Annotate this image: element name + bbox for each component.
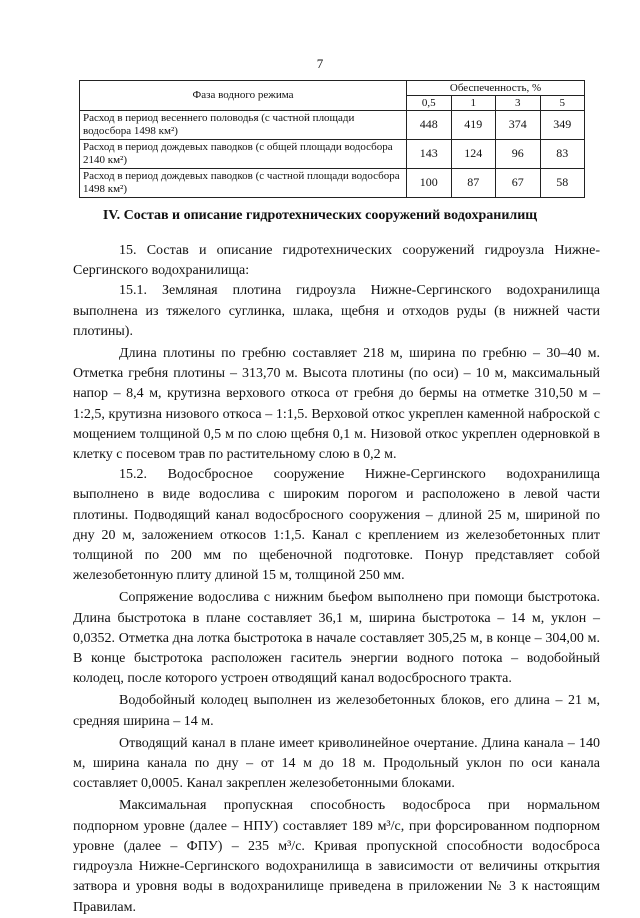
table-cell: 87 (451, 169, 495, 198)
table-row (80, 169, 585, 198)
table-cell: 143 (407, 140, 451, 169)
table-cell: 83 (540, 140, 585, 169)
row-label: Расход в период дождевых паводков (с общей площади водосбора 2140 км²) (80, 140, 407, 169)
paragraph: 15.1. Земляная плотина гидроузла Нижне-Сергинского водохранилища выполнена из тяжелого суглинка, шлака, щебня и отходов руды (в нижней части плотины). (73, 283, 600, 339)
table-cell: 96 (496, 140, 540, 169)
probability-value: 5 (540, 96, 585, 111)
table-cell: 58 (540, 169, 585, 198)
table-cell: 67 (496, 169, 540, 198)
page-number: 7 (316, 56, 324, 71)
probability-value: 0,5 (407, 96, 451, 111)
table-cell: 349 (540, 111, 585, 140)
table-cell: 448 (407, 111, 451, 140)
table-row (80, 140, 585, 169)
paragraph: Максимальная пропускная способность водосброса при нормальном подпорном уровне (далее – НПУ) составляет 189 м³/с, при форсированном подпорном уровне (далее – ФПУ) – 235 м³/с. Кривая пропускной способности водосброса гидроузла Нижне-Сергинского водохранилища в зависимости от величины открытия затвора и уровня воды в водохранилище приведена в приложении № 3 к настоящим Правилам. (73, 798, 600, 915)
probability-value: 3 (496, 96, 540, 111)
table-row (80, 111, 585, 140)
paragraph: Длина плотины по гребню составляет 218 м, ширина по гребню – 30–40 м. Отметка гребня плотины – 313,70 м. Высота плотины (по оси) – 10 м, максимальный напор – 8,4 м, крутизна верхового откоса от гребня до бермы на отметке 310,50 м – 1:2,5, крутизна низового откоса – 1:1,5. Верховой откос укреплен каменной наброской с мощением толщиной 0,5 м по слою щебня 0,1 м. Низовой откос укреплен одерновкой в клетку с посевом трав по растительному слою в 0,2 м. (73, 346, 600, 463)
section-title: IV. Состав и описание гидротехнических сооружений водохранилищ (102, 208, 538, 223)
phase-header: Фаза водного режима (80, 81, 407, 111)
probability-header: Обеспеченность, % (407, 81, 585, 96)
row-label: Расход в период весеннего половодья (с частной площади водосбора 1498 км²) (80, 111, 407, 140)
paragraph: 15.2. Водосбросное сооружение Нижне-Сергинского водохранилища выполнено в виде водослива с широким порогом и расположено в левой части плотины. Подводящий канал водосбросного сооружения – длиной 25 м, шириной по дну 20 м, заложением откосов 1:1,5. Канал с креплением из железобетонных плит толщиной по 200 мм по щебеночной подготовке. Понур представляет собой железобетонную плиту длиной 15 м, толщиной 250 мм. (73, 467, 600, 584)
paragraph: Сопряжение водослива с нижним бьефом выполнено при помощи быстротока. Длина быстротока в плане составляет 36,1 м, ширина быстротока – 14 м, уклон – 0,0352. Отметка дна лотка быстротока в начале составляет 305,25 м, в конце – 304,00 м. В конце быстротока расположен гаситель энергии водного потока – водобойный колодец, после которого устроен отводящий канал водосбросного тракта. (73, 590, 600, 687)
table-cell: 374 (496, 111, 540, 140)
paragraph: 15. Состав и описание гидротехнических сооружений гидроузла Нижне-Сергинского водохранилища: (73, 243, 600, 279)
body-text (73, 241, 600, 918)
paragraph: Отводящий канал в плане имеет криволинейное очертание. Длина канала – 140 м, ширина канала по дну – от 14 м до 18 м. Продольный уклон по оси канала составляет 0,0005. Канал закреплен железобетонными блоками. (73, 735, 600, 792)
probability-value: 1 (451, 96, 495, 111)
table-cell: 124 (451, 140, 495, 169)
row-label: Расход в период дождевых паводков (с частной площади водосбора 1498 км²) (80, 169, 407, 198)
table-cell: 100 (407, 169, 451, 198)
discharge-table (79, 80, 585, 198)
table-cell: 419 (451, 111, 495, 140)
paragraph: Водобойный колодец выполнен из железобетонных блоков, его длина – 21 м, средняя ширина – 14 м. (73, 693, 600, 729)
